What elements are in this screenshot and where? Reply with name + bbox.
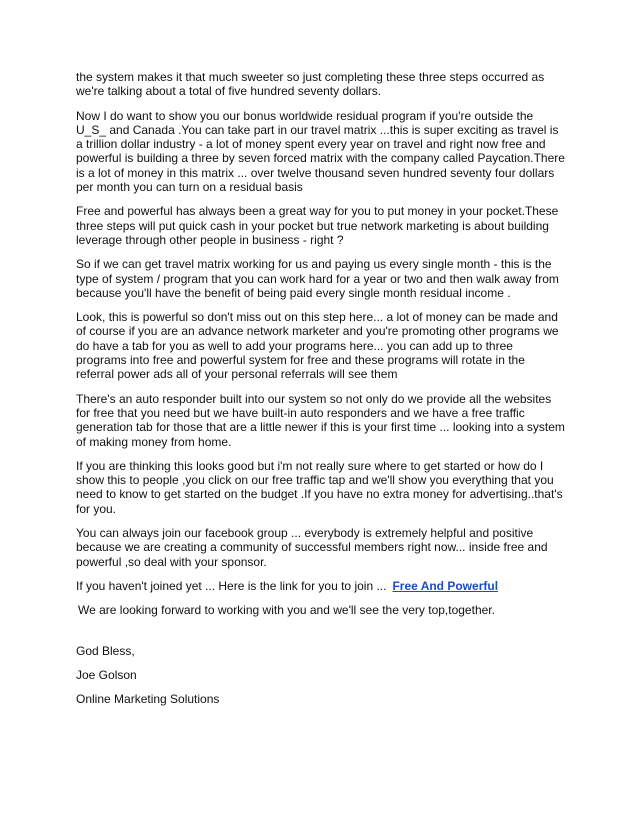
- closing-text: We are looking forward to working with you and we'll see the very top,together.: [78, 603, 495, 618]
- author-name: Joe Golson: [76, 667, 137, 682]
- paragraph-system-sweeter: the system makes it that much sweeter so just completing these three steps occurred as we're talking about a total of five hundred seventy dollars.: [76, 70, 545, 99]
- paragraph-travel-matrix: Now I do want to show you our bonus worldwide residual program if you're outside the U_S_ and Canada .You can take part in our travel matrix ...this is super exciting as travel is a trillion dollar industry - a lot of money spent every year on travel and right now free and powerful is building a three by seven forced matrix with the company called Paycation.There is a lot of money in this matrix ... over twelve thousand seven hundred seventy four dollars per month you can turn on a residual basis: [76, 108, 565, 195]
- paragraph-closing: [76, 603, 566, 617]
- paragraph-auto-responder: There's an auto responder built into our system so not only do we provide all the websites for free that you need but we have built-in auto responders and we have a free traffic generation tab for those that are a little newer if this is your first time ... looking into a system of making money from home.: [76, 391, 565, 449]
- paragraph-residual-income: So if we can get travel matrix working for us and paying us every single month - this is the type of system / program that you can work hard for a year or two and then walk away from because you'll have the benefit of being paid every single month residual income .: [76, 257, 559, 300]
- free-and-powerful-link[interactable]: Free And Powerful: [392, 578, 499, 593]
- paragraph-free-and-powerful: Free and powerful has always been a great way for you to put money in your pocket.These three steps will put quick cash in your pocket but true network marketing is about building leverage through other people in business - right ?: [76, 204, 559, 247]
- join-text: If you haven't joined yet ... Here is the link for you to join ...: [76, 578, 387, 593]
- paragraph-facebook-group: You can always join our facebook group ... everybody is extremely helpful and positive because we are creating a community of successful members right now... inside free and powerful ,so deal with your sponsor.: [76, 526, 548, 569]
- signoff: God Bless,: [76, 643, 135, 658]
- paragraph-getting-started: If you are thinking this looks good but i'm not really sure where to get started or how do I show this to people ,you click on our free traffic tap and we'll show you everything that you need to know to get started on the budget .If you have no extra money for advertising..that's for you.: [76, 458, 563, 516]
- paragraph-add-programs: Look, this is powerful so don't miss out on this step here... a lot of money can be made and of course if you are an advance network marketer and you're promoting other programs we do have a tab for you as well to add your programs here... you can add up to three programs into free and powerful system for free and these programs will rotate in the referral power ads all of your personal referrals will see them: [76, 310, 559, 382]
- paragraph-join: [76, 579, 566, 593]
- document-page: [76, 70, 566, 716]
- company-name: Online Marketing Solutions: [76, 692, 220, 707]
